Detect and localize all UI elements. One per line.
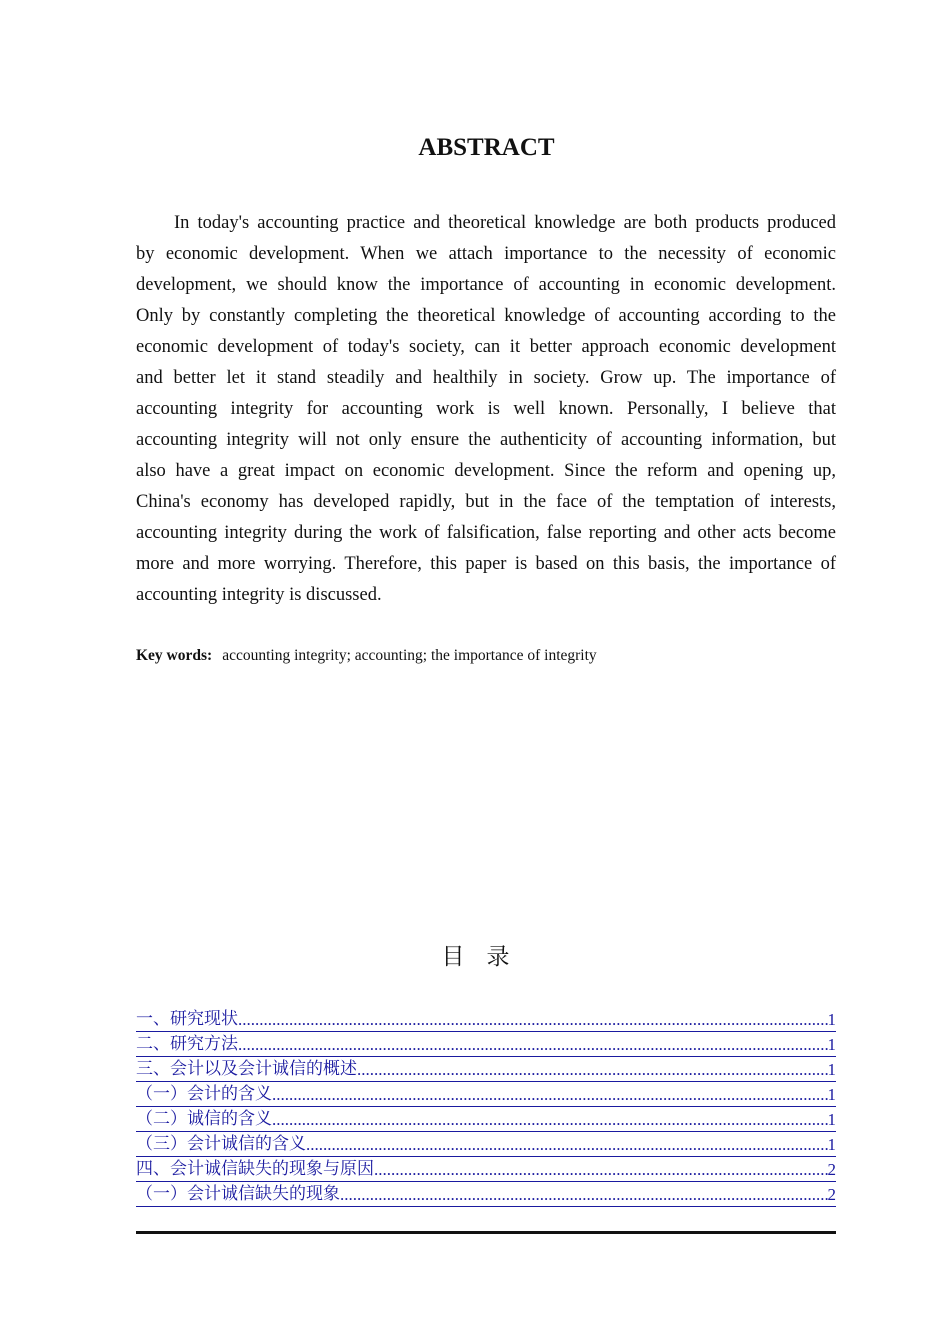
toc-entry-link[interactable] xyxy=(136,1082,836,1107)
dot-leader xyxy=(238,1007,828,1031)
abstract-line: by economic development. When we attach importance to the necessity of economic xyxy=(136,244,836,264)
dot-leader xyxy=(272,1107,828,1131)
abstract-line: also have a great impact on economic development. Since the reform and opening up, xyxy=(136,461,836,481)
dot-leader xyxy=(357,1057,828,1081)
toc-entry-link[interactable] xyxy=(136,1107,836,1132)
toc-entry-link[interactable] xyxy=(136,1132,836,1157)
toc-entry-link[interactable] xyxy=(136,1032,836,1057)
toc-entry-link[interactable] xyxy=(136,1157,836,1182)
abstract-line: economic development of today's society, can it better approach economic development xyxy=(136,337,836,357)
keywords-label: Key words: xyxy=(136,647,213,664)
toc-title: 目录 xyxy=(441,944,532,970)
toc-page-number: 1 xyxy=(827,1035,836,1054)
toc-entry-link[interactable] xyxy=(136,1182,836,1207)
toc-entry-text: 三、会计以及会计诚信的概述 xyxy=(136,1059,357,1079)
toc-page-number: 1 xyxy=(827,1060,836,1079)
toc-entry-text: 一、研究现状 xyxy=(136,1009,238,1029)
dot-leader xyxy=(306,1132,828,1156)
abstract-line: accounting integrity is discussed. xyxy=(136,585,382,605)
toc-page-number: 1 xyxy=(827,1135,836,1154)
keywords-text: accounting integrity; accounting; the importance of integrity xyxy=(222,647,597,664)
toc-page-number: 1 xyxy=(827,1110,836,1129)
toc-page-number: 1 xyxy=(827,1085,836,1104)
table-of-contents xyxy=(136,1007,836,1207)
toc-entry-text: （一）会计的含义 xyxy=(136,1084,272,1104)
toc-entry-text: 四、会计诚信缺失的现象与原因 xyxy=(136,1159,374,1179)
abstract-line: accounting integrity during the work of falsification, false reporting and other acts become xyxy=(136,523,836,543)
footer-rule xyxy=(136,1231,836,1234)
abstract-line: In today's accounting practice and theoretical knowledge are both products produced xyxy=(174,213,836,233)
abstract-body xyxy=(136,208,836,611)
abstract-title: ABSTRACT xyxy=(418,134,555,161)
dot-leader xyxy=(340,1182,828,1206)
abstract-line: more and more worrying. Therefore, this paper is based on this basis, the importance of xyxy=(136,554,836,574)
toc-page-number: 2 xyxy=(827,1160,836,1179)
toc-page-number: 2 xyxy=(827,1185,836,1204)
toc-entry-link[interactable] xyxy=(136,1057,836,1082)
toc-entry-text: （三）会计诚信的含义 xyxy=(136,1134,306,1154)
abstract-line: Only by constantly completing the theoretical knowledge of accounting according to the xyxy=(136,306,836,326)
abstract-line: accounting integrity for accounting work is well known. Personally, I believe that xyxy=(136,399,836,419)
toc-entry-text: （二）诚信的含义 xyxy=(136,1109,272,1129)
abstract-line: China's economy has developed rapidly, but in the face of the temptation of interests, xyxy=(136,492,836,512)
abstract-line: development, we should know the importance of accounting in economic development. xyxy=(136,275,836,295)
toc-entry-link[interactable] xyxy=(136,1007,836,1032)
dot-leader xyxy=(374,1157,828,1181)
toc-entry-text: （一）会计诚信缺失的现象 xyxy=(136,1184,340,1204)
keywords xyxy=(136,647,597,665)
abstract-line: and better let it stand steadily and healthily in society. Grow up. The importance of xyxy=(136,368,836,388)
abstract-line: accounting integrity will not only ensure the authenticity of accounting information, but xyxy=(136,430,836,450)
dot-leader xyxy=(272,1082,828,1106)
toc-entry-text: 二、研究方法 xyxy=(136,1034,238,1054)
toc-page-number: 1 xyxy=(827,1010,836,1029)
dot-leader xyxy=(238,1032,828,1056)
